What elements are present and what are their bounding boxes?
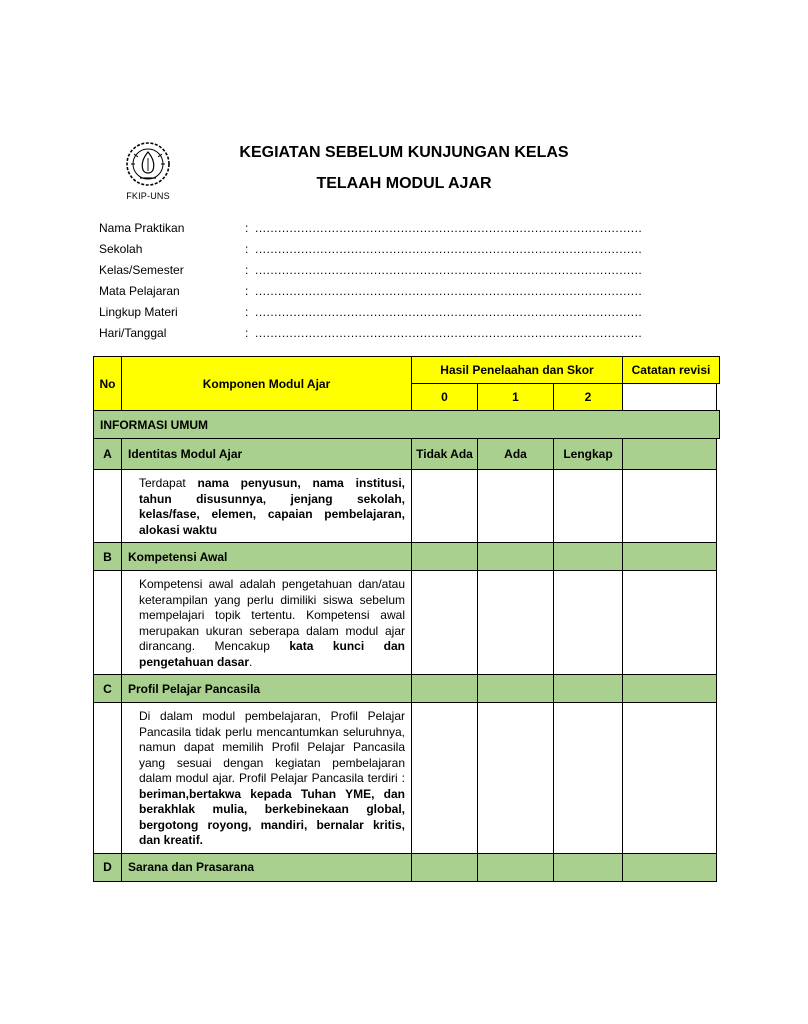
header-hasil: Hasil Penelaahan dan Skor xyxy=(412,357,623,384)
section-a-col-tidak-ada: Tidak Ada xyxy=(412,439,478,470)
section-c-row xyxy=(94,675,720,703)
desc-text: Terdapat xyxy=(139,476,198,490)
section-c-cell xyxy=(478,675,554,703)
field-mata-pelajaran xyxy=(99,280,643,301)
catatan-cell[interactable] xyxy=(623,571,717,675)
score-2: 2 xyxy=(554,384,623,411)
field-colon: : xyxy=(245,262,249,277)
score-0: 0 xyxy=(412,384,478,411)
section-a-catatan xyxy=(623,439,717,470)
section-b-label: Kompetensi Awal xyxy=(122,543,412,571)
field-fill-line[interactable]: ..................................................................................................... xyxy=(255,325,643,340)
empty-no-cell xyxy=(94,470,122,543)
field-colon: : xyxy=(245,283,249,298)
score-1: 1 xyxy=(478,384,554,411)
field-label: Sekolah xyxy=(99,241,143,256)
section-b-row xyxy=(94,543,720,571)
section-d-cell xyxy=(623,853,717,881)
section-b-description xyxy=(122,571,412,675)
section-a-description xyxy=(122,470,412,543)
field-label: Lingkup Materi xyxy=(99,304,178,319)
section-c-desc-row xyxy=(94,703,720,854)
desc-text: Di dalam modul pembelajaran, Profil Pelajar Pancasila tidak perlu mencantumkan seluruhnya, namun dapat memilih Profil Pelajar Pancasila yang sesuai dengan kegiatan pembelajaran dalam modul ajar. Profil Pelajar Pancasila terdiri : xyxy=(139,709,405,785)
section-b-cell xyxy=(554,543,623,571)
header-komponen: Komponen Modul Ajar xyxy=(122,357,412,411)
page-subtitle: TELAAH MODUL AJAR xyxy=(316,175,492,192)
logo-text: FKIP-UNS xyxy=(126,191,170,201)
review-table xyxy=(93,356,720,882)
field-fill-line[interactable]: ..................................................................................................... xyxy=(255,220,643,235)
section-a-no: A xyxy=(94,439,122,470)
field-sekolah xyxy=(99,238,643,259)
score-cell-0[interactable] xyxy=(412,571,478,675)
identity-fields xyxy=(99,217,643,343)
section-b-desc-row xyxy=(94,571,720,675)
section-a-desc-row xyxy=(94,470,720,543)
field-label: Kelas/Semester xyxy=(99,262,184,277)
section-b-cell xyxy=(623,543,717,571)
field-colon: : xyxy=(245,220,249,235)
table-header-row xyxy=(94,357,720,384)
section-c-description xyxy=(122,703,412,854)
score-cell-2[interactable] xyxy=(554,470,623,543)
section-b-cell xyxy=(478,543,554,571)
field-colon: : xyxy=(245,241,249,256)
empty-no-cell xyxy=(94,703,122,854)
spacer-cell xyxy=(717,703,720,854)
score-cell-2[interactable] xyxy=(554,571,623,675)
section-c-cell xyxy=(412,675,478,703)
section-c-no: C xyxy=(94,675,122,703)
section-b-cell xyxy=(412,543,478,571)
catatan-blank-cell[interactable] xyxy=(623,384,717,411)
field-kelas-semester xyxy=(99,259,643,280)
desc-bold-text: nama penyusun, nama institusi, tahun disusunnya, jenjang sekolah, kelas/fase, elemen, capaian pembelajaran, alokasi waktu xyxy=(139,476,405,537)
score-cell-1[interactable] xyxy=(478,470,554,543)
header-no: No xyxy=(94,357,122,411)
score-cell-1[interactable] xyxy=(478,571,554,675)
score-cell-2[interactable] xyxy=(554,703,623,854)
spacer-cell xyxy=(717,384,720,411)
empty-no-cell xyxy=(94,571,122,675)
section-d-cell xyxy=(478,853,554,881)
field-fill-line[interactable]: ..................................................................................................... xyxy=(255,283,643,298)
desc-bold-text: beriman,bertakwa kepada Tuhan YME, dan berakhlak mulia, berkebinekaan global, bergotong royong, mandiri, bernalar kritis, dan kreatif. xyxy=(139,786,405,847)
field-label: Hari/Tanggal xyxy=(99,325,167,340)
score-cell-0[interactable] xyxy=(412,703,478,854)
catatan-cell[interactable] xyxy=(623,470,717,543)
field-fill-line[interactable]: ..................................................................................................... xyxy=(255,241,643,256)
desc-text: Kompetensi awal adalah pengetahuan dan/atau keterampilan yang perlu dimiliki siswa sebelum mempelajari topik tertentu. Kompetensi awal merupakan ukuran seberapa dalam modul ajar dirancang. Mencakup xyxy=(139,577,405,653)
spacer-cell xyxy=(717,439,720,470)
section-d-row xyxy=(94,853,720,881)
score-cell-0[interactable] xyxy=(412,470,478,543)
field-label: Mata Pelajaran xyxy=(99,283,180,298)
field-hari-tanggal xyxy=(99,322,643,343)
field-label: Nama Praktikan xyxy=(99,220,185,235)
section-d-cell xyxy=(412,853,478,881)
field-colon: : xyxy=(245,325,249,340)
score-cell-1[interactable] xyxy=(478,703,554,854)
section-a-col-ada: Ada xyxy=(478,439,554,470)
section-c-label: Profil Pelajar Pancasila xyxy=(122,675,412,703)
spacer-cell xyxy=(717,470,720,543)
spacer-cell xyxy=(717,571,720,675)
field-fill-line[interactable]: ..................................................................................................... xyxy=(255,304,643,319)
desc-end: . xyxy=(249,654,253,669)
section-a-col-lengkap: Lengkap xyxy=(554,439,623,470)
catatan-cell[interactable] xyxy=(623,703,717,854)
header-catatan: Catatan revisi xyxy=(623,357,720,384)
page-title: KEGIATAN SEBELUM KUNJUNGAN KELAS xyxy=(239,144,569,161)
spacer-cell xyxy=(717,675,720,703)
section-a-label: Identitas Modul Ajar xyxy=(122,439,412,470)
desc-bold-text: kata kunci dan pengetahuan dasar xyxy=(139,639,405,669)
field-lingkup-materi xyxy=(99,301,643,322)
section-d-cell xyxy=(554,853,623,881)
section-c-cell xyxy=(623,675,717,703)
info-umum-row xyxy=(94,411,720,439)
spacer-cell xyxy=(717,543,720,571)
section-a-row xyxy=(94,439,720,470)
section-d-no: D xyxy=(94,853,122,881)
field-colon: : xyxy=(245,304,249,319)
field-nama-praktikan xyxy=(99,217,643,238)
section-c-cell xyxy=(554,675,623,703)
info-umum-heading: INFORMASI UMUM xyxy=(94,411,720,439)
spacer-cell xyxy=(717,853,720,881)
section-b-no: B xyxy=(94,543,122,571)
field-fill-line[interactable]: ..................................................................................................... xyxy=(255,262,643,277)
section-d-label: Sarana dan Prasarana xyxy=(122,853,412,881)
